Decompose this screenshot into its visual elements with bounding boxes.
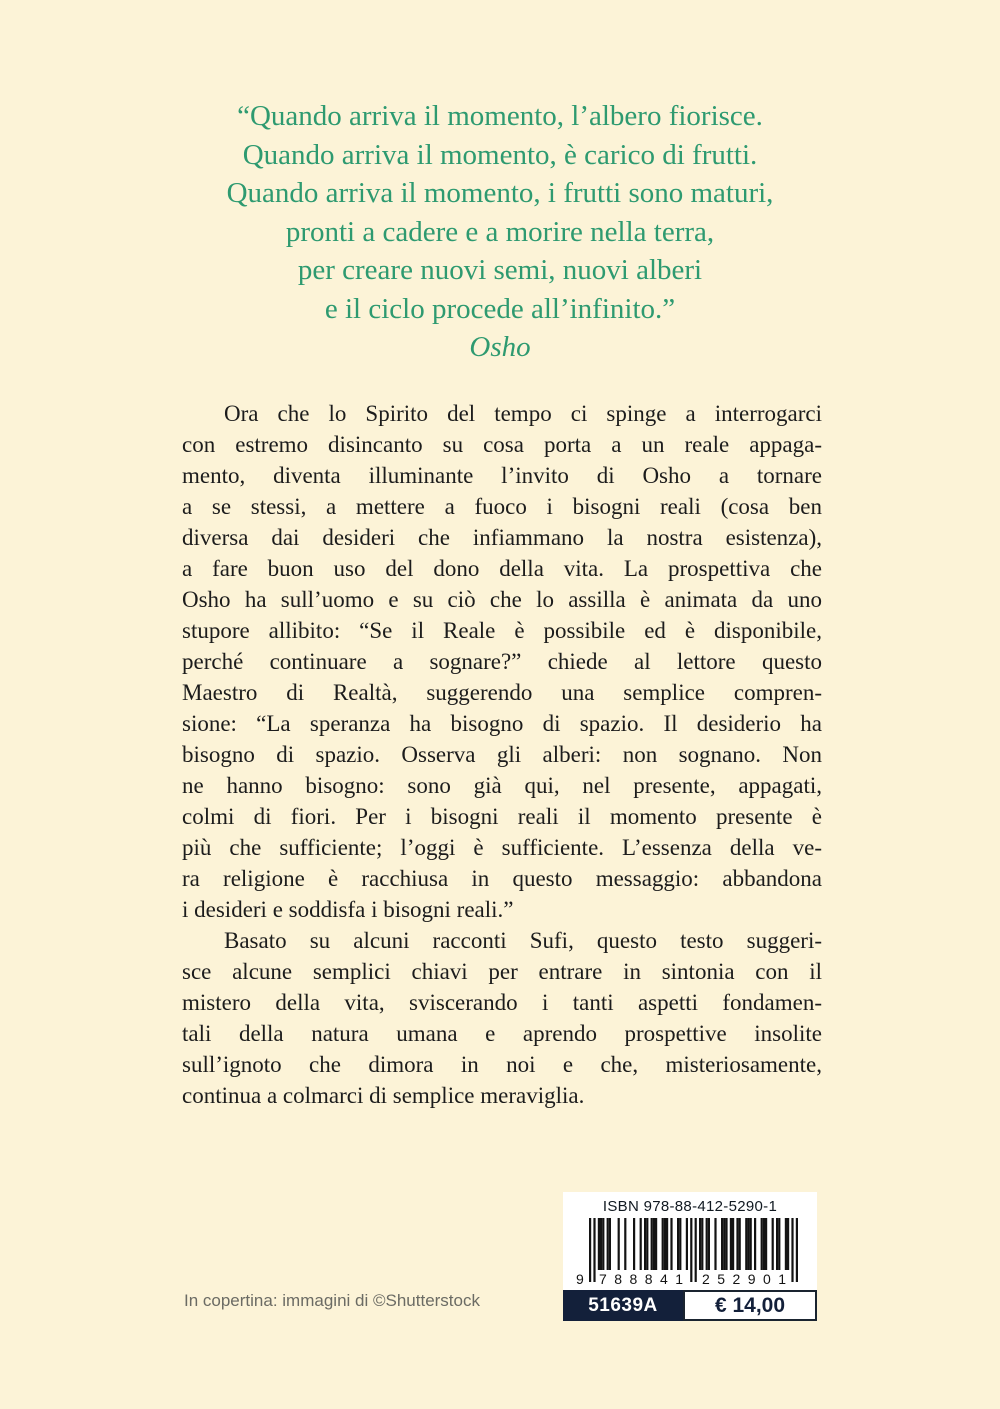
body-line: sce alcune semplici chiavi per entrare in sintonia con il bbox=[182, 959, 822, 984]
quote-attribution: Osho bbox=[469, 331, 531, 363]
quote-line: per creare nuovi semi, nuovi alberi bbox=[297, 254, 703, 286]
barcode-bottom-row bbox=[563, 1290, 817, 1321]
body-line: a fare buon uso del dono della vita. La prospettiva che bbox=[182, 556, 822, 581]
body-line: perché continuare a sognare?” chiede al lettore questo bbox=[182, 649, 822, 674]
body-line: con estremo disincanto su cosa porta a un reale appaga- bbox=[182, 432, 822, 457]
svg-text:9: 9 bbox=[576, 1271, 584, 1287]
body-line: bisogno di spazio. Osserva gli alberi: non sognano. Non bbox=[182, 742, 822, 767]
paragraph-2 bbox=[182, 925, 822, 1111]
body-line: continua a colmarci di semplice meraviglia. bbox=[182, 1083, 585, 1108]
quote-line: “Quando arriva il momento, l’albero fiorisce. bbox=[237, 100, 763, 132]
body-line: a se stessi, a mettere a fuoco i bisogni reali (cosa ben bbox=[182, 494, 822, 519]
quote-line: Quando arriva il momento, è carico di frutti. bbox=[242, 138, 758, 171]
body-line: sull’ignoto che dimora in noi e che, misteriosamente, bbox=[182, 1052, 822, 1077]
body-line: colmi di fiori. Per i bisogni reali il momento presente è bbox=[182, 804, 822, 829]
quote-line: Quando arriva il momento, i frutti sono maturi, bbox=[226, 177, 774, 209]
quote-block bbox=[60, 97, 940, 367]
body-line: più che sufficiente; l’oggi è sufficiente. L’essenza della ve- bbox=[182, 835, 822, 860]
body-line: Maestro di Realtà, suggerendo una semplice compren- bbox=[182, 680, 822, 705]
quote-line: pronti a cadere e a morire nella terra, bbox=[285, 215, 715, 248]
body-line: ra religione è racchiusa in questo messaggio: abbandona bbox=[182, 866, 822, 891]
body-line: tali della natura umana e aprendo prospettive insolite bbox=[182, 1021, 822, 1046]
svg-text:252901: 252901 bbox=[702, 1271, 786, 1287]
body-line: sione: “La speranza ha bisogno di spazio. Il desiderio ha bbox=[182, 711, 822, 736]
body-line: mento, diventa illuminante l’invito di Osho a tornare bbox=[182, 463, 822, 488]
quote-lines bbox=[60, 97, 940, 328]
body-line: Osho ha sull’uomo e su ciò che lo assilla è animata da uno bbox=[182, 587, 822, 612]
price: € 14,00 bbox=[683, 1290, 817, 1321]
body-line: mistero della vita, sviscerando i tanti aspetti fondamen- bbox=[182, 990, 822, 1015]
ean13-barcode-icon bbox=[573, 1218, 807, 1288]
edition-code: 51639A bbox=[563, 1290, 683, 1321]
body-text bbox=[182, 398, 822, 1111]
body-line: Basato su alcuni racconti Sufi, questo testo suggeri- bbox=[224, 928, 822, 953]
cover-image-credit: In copertina: immagini di ©Shutterstock bbox=[184, 1291, 480, 1310]
isbn-label: ISBN 978-88-412-5290-1 bbox=[602, 1198, 778, 1215]
svg-text:788841: 788841 bbox=[599, 1271, 683, 1287]
barcode-panel bbox=[563, 1192, 817, 1290]
quote-line: e il ciclo procede all’infinito.” bbox=[324, 292, 676, 325]
body-line: diversa dai desideri che infiammano la nostra esistenza), bbox=[182, 525, 822, 550]
isbn-barcode-block bbox=[563, 1192, 817, 1321]
body-line: ne hanno bisogno: sono già qui, nel presente, appagati, bbox=[182, 773, 822, 798]
body-line: i desideri e soddisfa i bisogni reali.” bbox=[182, 897, 514, 922]
body-line: stupore allibito: “Se il Reale è possibile ed è disponibile, bbox=[182, 618, 822, 643]
paragraph-1 bbox=[182, 398, 822, 925]
body-line: Ora che lo Spirito del tempo ci spinge a interrogarci bbox=[224, 401, 822, 426]
